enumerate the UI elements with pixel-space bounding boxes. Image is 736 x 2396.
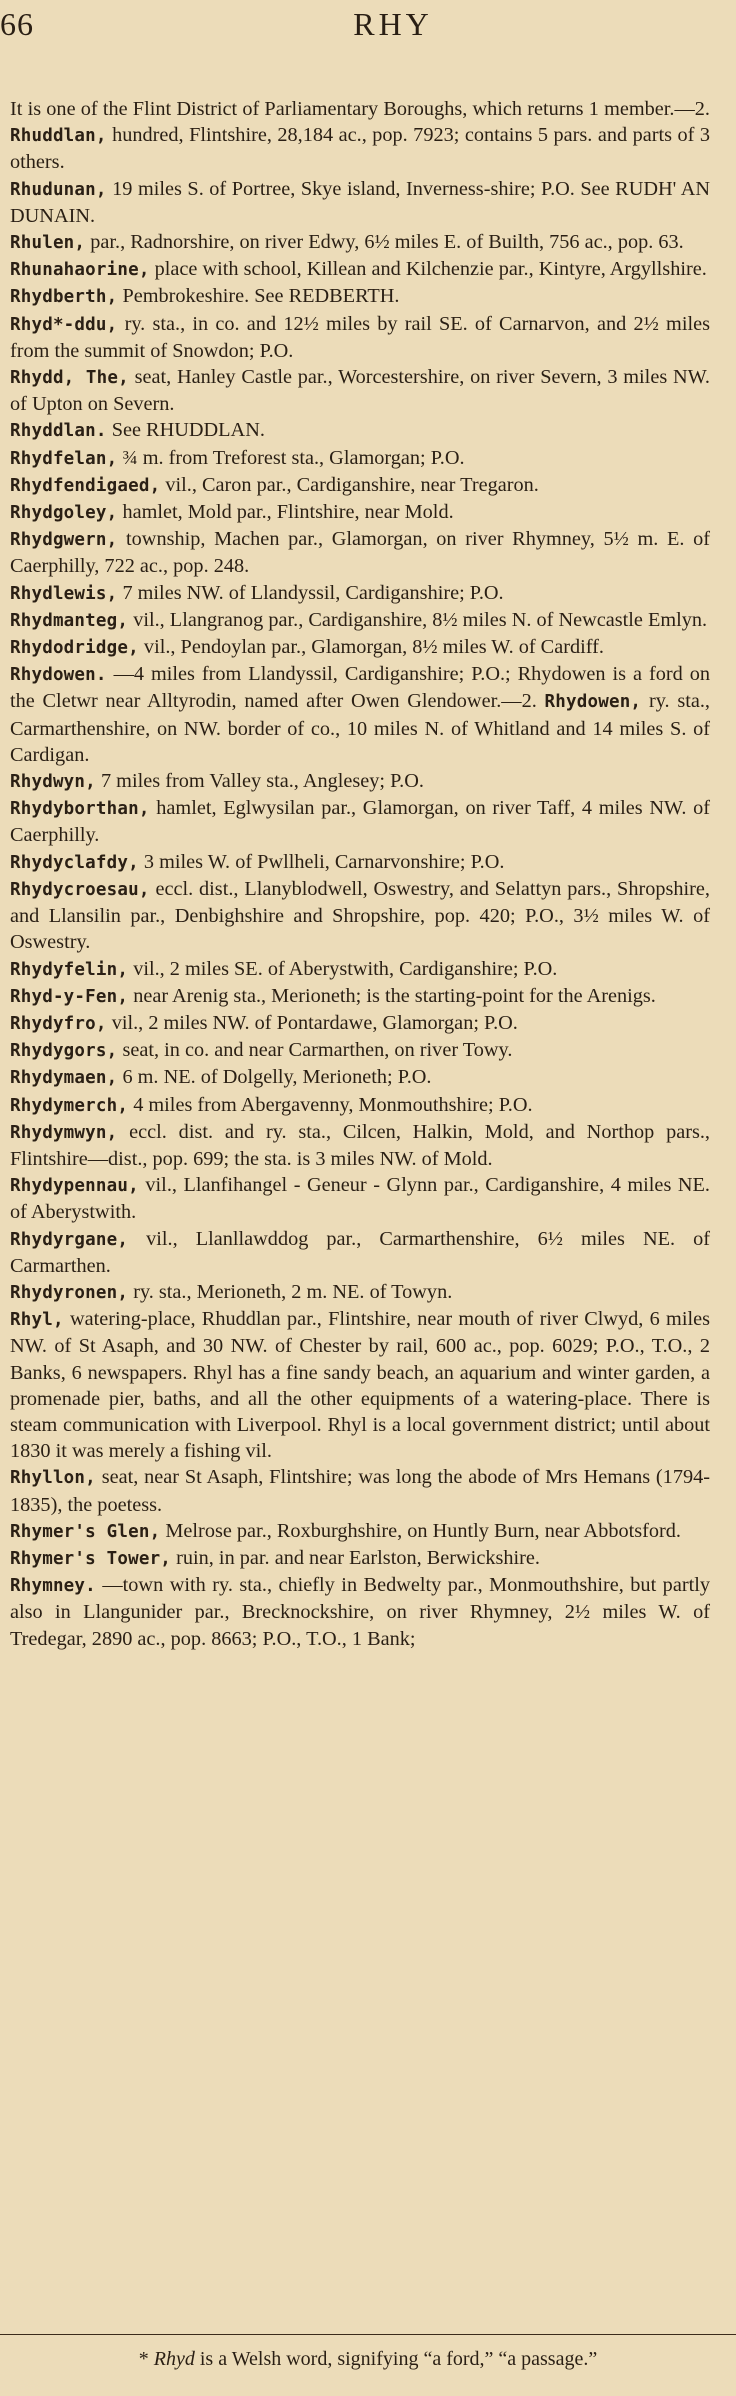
continuation-paragraph [10, 96, 710, 176]
gazetteer-entry [10, 1172, 710, 1225]
entry-text: seat, near St Asaph, Flintshire; was long the abode of Mrs Hemans (1794-1835), the poetess. [10, 1466, 710, 1516]
entry-headword: Rhydyrgane, [10, 1229, 129, 1250]
entries-column [10, 96, 710, 1652]
entry-text: 7 miles from Valley sta., Anglesey; P.O. [100, 770, 424, 793]
entry-headword: Rhydd, The, [10, 368, 129, 389]
entry-headword: Rhydygors, [10, 1041, 118, 1062]
gazetteer-entry [10, 1545, 710, 1572]
entry-text: par., Radnorshire, on river Edwy, 6½ miles E. of Builth, 756 ac., pop. 63. [90, 231, 684, 254]
continuation-headword: Rhuddlan, [10, 126, 107, 147]
entry-text: ¾ m. from Treforest sta., Glamorgan; P.O. [122, 446, 465, 469]
entry-headword: Rhyddlan. [10, 421, 107, 442]
gazetteer-entry [10, 445, 710, 472]
entry-headword: Rhymer's Tower, [10, 1548, 172, 1569]
gazetteer-entry [10, 876, 710, 956]
entry-text: —4 miles from Llandyssil, Cardiganshire; P.O.; Rhydowen is a ford on the Cletwr near Alltyrodin, named after Owen Glendower.—2. [10, 663, 710, 713]
entry-text: 4 miles from Abergavenny, Monmouthshire; P.O. [133, 1093, 533, 1116]
entry-text: ry. sta., Merioneth, 2 m. NE. of Towyn. [133, 1280, 453, 1303]
running-head: RHY [353, 6, 433, 42]
entry-text: 6 m. NE. of Dolgelly, Merioneth; P.O. [122, 1066, 432, 1089]
entry-headword: Rhunahaorine, [10, 260, 150, 281]
entry-text: place with school, Killean and Kilchenzie par., Kintyre, Argyllshire. [154, 258, 707, 281]
entry-text: Melrose par., Roxburghshire, on Huntly Burn, near Abbotsford. [165, 1519, 681, 1542]
gazetteer-entry [10, 1226, 710, 1279]
entry-text: vil., Llangranog par., Cardiganshire, 8½ miles N. of Newcastle Emlyn. [133, 608, 708, 631]
continuation-rest: hundred, Flintshire, 28,184 ac., pop. 7923; contains 5 pars. and parts of 3 others. [10, 124, 710, 174]
entry-text: 3 miles W. of Pwllheli, Carnarvonshire; P.O. [143, 850, 505, 873]
gazetteer-entry [10, 768, 710, 795]
footnote [0, 2348, 736, 2371]
gazetteer-entry [10, 1064, 710, 1091]
entry-text: See RHUDDLAN. [111, 419, 265, 442]
gazetteer-entry [10, 661, 710, 768]
entry-headword: Rhydberth, [10, 287, 118, 308]
gazetteer-entry [10, 472, 710, 499]
entry-text: hamlet, Eglwysilan par., Glamorgan, on river Taff, 4 miles NW. of Caerphilly. [10, 797, 710, 847]
entry-headword: Rhydgwern, [10, 530, 118, 551]
gazetteer-entry [10, 526, 710, 579]
entry-headword: Rhydgoley, [10, 503, 118, 524]
entry-text: ry. sta., in co. and 12½ miles by rail SE. of Carnarvon, and 2½ miles from the summit of Snowdon; P.O. [10, 312, 710, 362]
gazetteer-entry [10, 849, 710, 876]
entry-headword: Rhydwyn, [10, 772, 96, 793]
page-number: 66 [0, 6, 34, 42]
gazetteer-entry [10, 607, 710, 634]
entry-text: vil., Caron par., Cardiganshire, near Tregaron. [165, 473, 539, 496]
gazetteer-entry [10, 634, 710, 661]
entry-headword: Rhydmanteg, [10, 610, 129, 631]
entry-headword: Rhydfelan, [10, 448, 118, 469]
entry-text: vil., 2 miles SE. of Aberystwith, Cardiganshire; P.O. [133, 957, 558, 980]
gazetteer-entry [10, 283, 710, 310]
gazetteer-entry [10, 580, 710, 607]
entry-headword: Rhudunan, [10, 179, 107, 200]
entry-text: vil., Llanllawddog par., Carmarthenshire, 6½ miles NE. of Carmarthen. [10, 1227, 710, 1277]
entry-headword: Rhymney. [10, 1576, 96, 1597]
entry-text: eccl. dist. and ry. sta., Cilcen, Halkin, Mold, and Northop pars., Flintshire—dist., pop. 699; the sta. is 3 miles NW. of Mold. [10, 1120, 710, 1170]
entry-text: Pembrokeshire. See REDBERTH. [122, 285, 400, 308]
gazetteer-entry [10, 1010, 710, 1037]
entry-headword: Rhydyfro, [10, 1013, 107, 1034]
entry-headword: Rhulen, [10, 233, 86, 254]
entry-headword: Rhyllon, [10, 1468, 96, 1489]
entry-subtext: ry. sta., Carmarthenshire, on NW. border of co., 10 miles N. of Whitland and 14 miles S. of Cardigan. [10, 690, 711, 766]
entry-headword: Rhyd-y-Fen, [10, 986, 129, 1007]
entry-headword: Rhyl, [10, 1310, 64, 1331]
gazetteer-entry [10, 499, 710, 526]
footnote-marker: * [138, 2348, 154, 2370]
gazetteer-entry [10, 1092, 710, 1119]
gazetteer-entry [10, 1119, 710, 1172]
gazetteer-entry [10, 311, 710, 364]
entry-text: vil., Llanfihangel - Geneur - Glynn par., Cardiganshire, 4 miles NE. of Aberystwith. [10, 1174, 710, 1224]
footnote-text: is a Welsh word, signifying “a ford,” “a passage.” [194, 2348, 598, 2370]
entry-headword: Rhydymerch, [10, 1095, 129, 1116]
entry-text: seat, Hanley Castle par., Worcestershire, on river Severn, 3 miles NW. of Upton on Severn. [10, 366, 710, 416]
entry-text: seat, in co. and near Carmarthen, on river Towy. [122, 1039, 513, 1062]
entry-headword: Rhydyclafdy, [10, 852, 139, 873]
entry-text: hamlet, Mold par., Flintshire, near Mold. [122, 501, 454, 524]
entry-text: 7 miles NW. of Llandyssil, Cardiganshire; P.O. [122, 581, 504, 604]
entry-headword: Rhydymwyn, [10, 1122, 118, 1143]
gazetteer-entry [10, 229, 710, 256]
gazetteer-entry [10, 983, 710, 1010]
gazetteer-entry [10, 1279, 710, 1306]
entry-text: 19 miles S. of Portree, Skye island, Inverness-shire; P.O. See RUDH' AN DUNAIN. [10, 177, 710, 227]
gazetteer-entry [10, 256, 710, 283]
entry-headword: Rhydfendigaed, [10, 475, 161, 496]
footnote-word: Rhyd [153, 2348, 195, 2370]
entry-headword: Rhydlewis, [10, 583, 118, 604]
entry-headword: Rhydyborthan, [10, 799, 150, 820]
gazetteer-entry [10, 956, 710, 983]
entry-headword: Rhydyronen, [10, 1282, 129, 1303]
gazetteer-entry [10, 1518, 710, 1545]
entry-headword: Rhydycroesau, [10, 879, 150, 900]
entry-text: near Arenig sta., Merioneth; is the starting-point for the Arenigs. [133, 984, 656, 1007]
entry-headword: Rhyd*-ddu, [10, 314, 118, 335]
entry-text: —town with ry. sta., chiefly in Bedwelty par., Monmouthshire, but partly also in Llangunider par., Brecknockshire, on river Rhymney, 2½ miles W. of Tredegar, 2890 ac., pop. 8663; P.O., T.O., 1 Bank; [10, 1574, 710, 1650]
entry-headword: Rhydyfelin, [10, 959, 129, 980]
entry-text: ruin, in par. and near Earlston, Berwickshire. [176, 1546, 540, 1569]
gazetteer-entry [10, 795, 710, 848]
entry-text: township, Machen par., Glamorgan, on river Rhymney, 5½ m. E. of Caerphilly, 722 ac., pop. 248. [10, 528, 710, 578]
entry-headword: Rhydodridge, [10, 638, 139, 659]
continuation-text: It is one of the Flint District of Parliamentary Boroughs, which returns 1 member.—2. [10, 98, 710, 120]
entry-headword: Rhydypennau, [10, 1176, 139, 1197]
gazetteer-entry [10, 364, 710, 417]
entry-text: watering-place, Rhuddlan par., Flintshire, near mouth of river Clwyd, 6 miles NW. of St Asaph, and 30 NW. of Chester by rail, 600 ac., pop. 6029; P.O., T.O., 2 Banks, 6 newspapers. Rhyl has a fine sandy beach, an aquarium and winter garden, a promenade pier, baths, and all the other equipments of a watering-place. There is steam communication with Liverpool. Rhyl is a local government district; until about 1830 it was merely a fishing vil. [10, 1308, 711, 1463]
entry-headword: Rhydowen. [10, 665, 107, 686]
gazetteer-entry [10, 417, 710, 444]
gazetteer-entry [10, 1306, 710, 1464]
entry-headword: Rhydymaen, [10, 1068, 118, 1089]
entry-text: vil., Pendoylan par., Glamorgan, 8½ miles W. of Cardiff. [143, 636, 604, 659]
footnote-rule [0, 2334, 736, 2335]
gazetteer-entry [10, 176, 710, 229]
page-header [0, 0, 736, 60]
entry-headword: Rhymer's Glen, [10, 1521, 161, 1542]
gazetteer-entry [10, 1572, 710, 1652]
gazetteer-entry [10, 1464, 710, 1517]
gazetteer-entry [10, 1037, 710, 1064]
entry-text: eccl. dist., Llanyblodwell, Oswestry, and Selattyn pars., Shropshire, and Llansilin par., Denbighshire and Shropshire, pop. 420; P.O., 3½ miles W. of Oswestry. [10, 877, 710, 954]
entry-text: vil., 2 miles NW. of Pontardawe, Glamorgan; P.O. [111, 1011, 518, 1034]
entry-subheadword: Rhydowen, [544, 692, 642, 713]
